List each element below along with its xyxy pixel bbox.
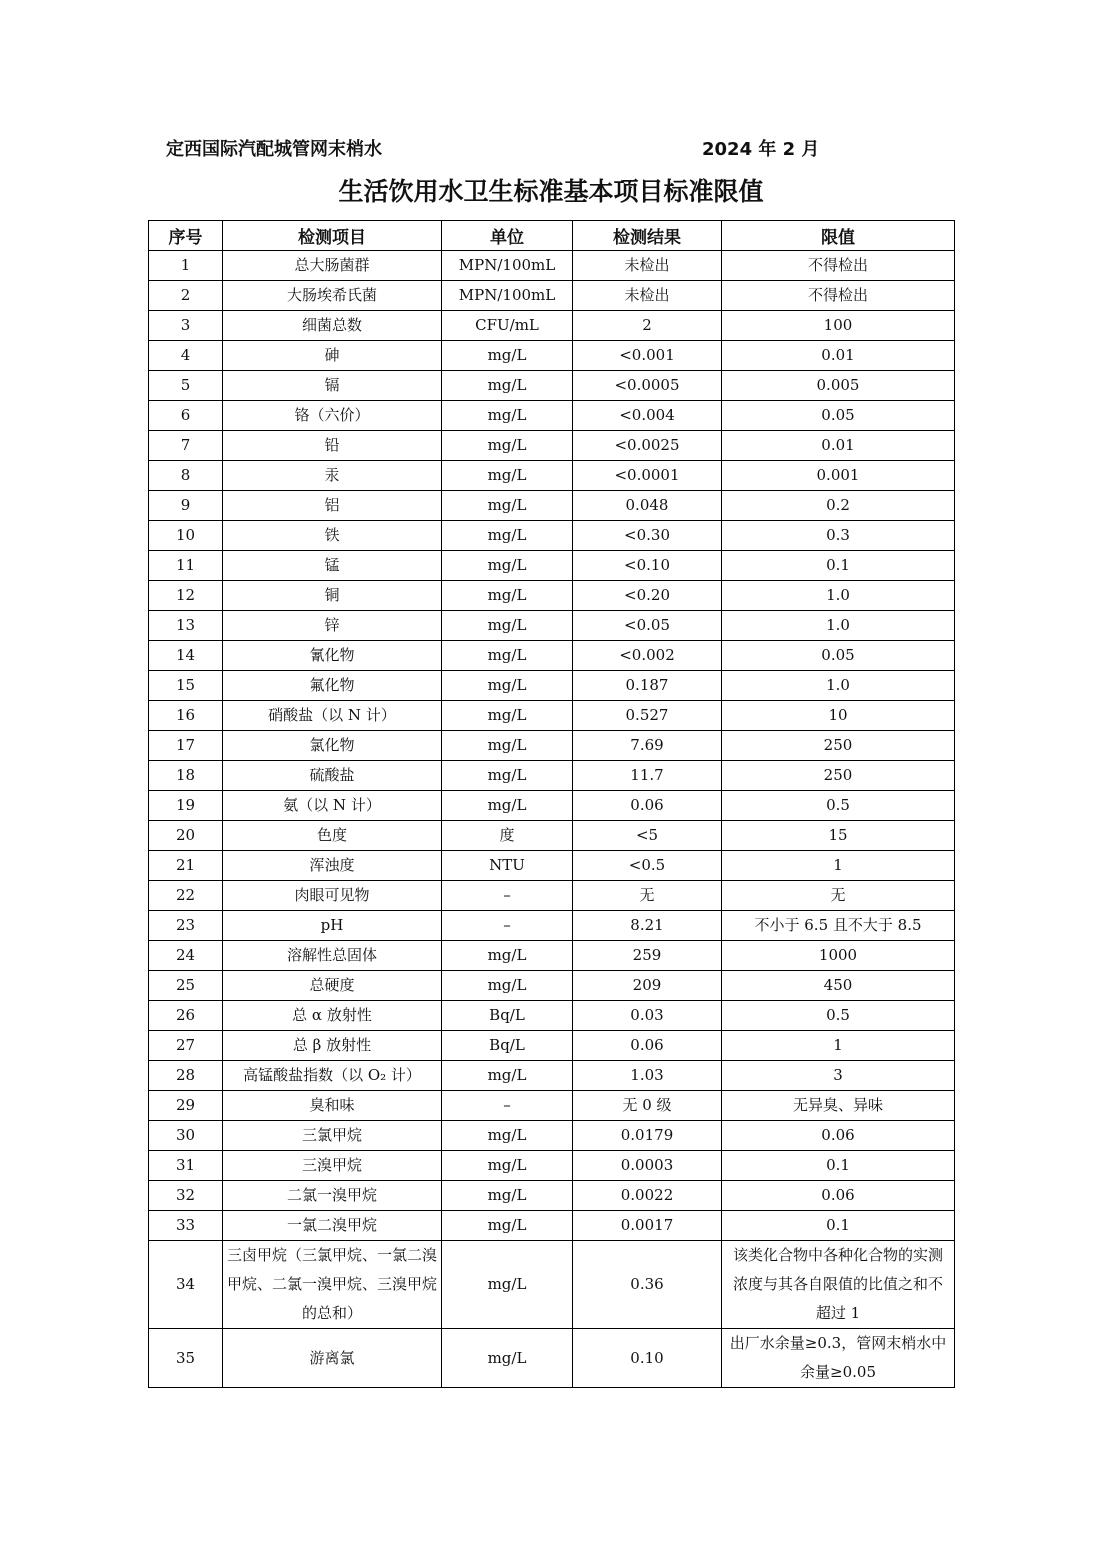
row-result: 0.36 [573, 1241, 722, 1329]
row-limit: 1 [722, 1031, 955, 1061]
table-row [149, 431, 955, 461]
row-unit: mg/L [442, 761, 573, 791]
table-row [149, 1031, 955, 1061]
row-result: 1.03 [573, 1061, 722, 1091]
row-result: 未检出 [573, 251, 722, 281]
page-title: 生活饮用水卫生标准基本项目标准限值 [338, 177, 764, 206]
row-item: 臭和味 [223, 1091, 442, 1121]
row-limit: 450 [722, 971, 955, 1001]
row-limit: 250 [722, 761, 955, 791]
row-result: <0.0005 [573, 371, 722, 401]
row-item: 总 β 放射性 [223, 1031, 442, 1061]
table-row [149, 761, 955, 791]
row-number: 7 [149, 431, 223, 461]
row-result: 0.0017 [573, 1211, 722, 1241]
row-number: 21 [149, 851, 223, 881]
row-number: 8 [149, 461, 223, 491]
row-item: 总 α 放射性 [223, 1001, 442, 1031]
row-unit: mg/L [442, 461, 573, 491]
row-item: 游离氯 [223, 1329, 442, 1388]
row-unit: mg/L [442, 1061, 573, 1091]
row-number: 34 [149, 1241, 223, 1329]
row-unit: mg/L [442, 1211, 573, 1241]
table-row [149, 971, 955, 1001]
row-result: 0.187 [573, 671, 722, 701]
column-header-result: 检测结果 [573, 221, 722, 251]
row-limit: 3 [722, 1061, 955, 1091]
row-item: 溶解性总固体 [223, 941, 442, 971]
table-header-row [149, 221, 955, 251]
row-result: <0.0001 [573, 461, 722, 491]
table-row [149, 281, 955, 311]
row-unit: – [442, 911, 573, 941]
table-row [149, 731, 955, 761]
row-unit: mg/L [442, 701, 573, 731]
row-number: 11 [149, 551, 223, 581]
row-number: 5 [149, 371, 223, 401]
row-number: 30 [149, 1121, 223, 1151]
row-item: 锌 [223, 611, 442, 641]
row-unit: mg/L [442, 971, 573, 1001]
row-item: 氨（以 N 计） [223, 791, 442, 821]
row-item: 一氯二溴甲烷 [223, 1211, 442, 1241]
row-number: 31 [149, 1151, 223, 1181]
row-unit: mg/L [442, 431, 573, 461]
standards-table [148, 220, 955, 1388]
row-limit: 不得检出 [722, 251, 955, 281]
row-limit: 0.5 [722, 1001, 955, 1031]
table-row [149, 941, 955, 971]
table-row [149, 1061, 955, 1091]
row-result: 259 [573, 941, 722, 971]
row-item: 高锰酸盐指数（以 O₂ 计） [223, 1061, 442, 1091]
row-number: 23 [149, 911, 223, 941]
row-result: 209 [573, 971, 722, 1001]
row-unit: MPN/100mL [442, 281, 573, 311]
row-unit: MPN/100mL [442, 251, 573, 281]
row-item: 三卤甲烷（三氯甲烷、一氯二溴甲烷、二氯一溴甲烷、三溴甲烷的总和） [223, 1241, 442, 1329]
row-item: 三溴甲烷 [223, 1151, 442, 1181]
row-item: 硫酸盐 [223, 761, 442, 791]
table-row [149, 701, 955, 731]
row-unit: mg/L [442, 491, 573, 521]
row-limit: 0.01 [722, 341, 955, 371]
row-number: 10 [149, 521, 223, 551]
row-item: 锰 [223, 551, 442, 581]
row-limit: 1000 [722, 941, 955, 971]
row-item: pH [223, 911, 442, 941]
row-item: 大肠埃希氏菌 [223, 281, 442, 311]
table-row [149, 851, 955, 881]
row-unit: 度 [442, 821, 573, 851]
row-number: 28 [149, 1061, 223, 1091]
row-number: 33 [149, 1211, 223, 1241]
row-result: <0.002 [573, 641, 722, 671]
row-number: 20 [149, 821, 223, 851]
row-result: 0.06 [573, 791, 722, 821]
row-unit: mg/L [442, 1151, 573, 1181]
row-unit: mg/L [442, 1241, 573, 1329]
table-row [149, 311, 955, 341]
row-number: 24 [149, 941, 223, 971]
row-result: <0.10 [573, 551, 722, 581]
table-row [149, 1121, 955, 1151]
row-result: <5 [573, 821, 722, 851]
row-unit: Bq/L [442, 1031, 573, 1061]
row-number: 14 [149, 641, 223, 671]
row-limit: 0.06 [722, 1181, 955, 1211]
row-result: 0.048 [573, 491, 722, 521]
row-number: 3 [149, 311, 223, 341]
table-row [149, 1329, 955, 1388]
row-number: 26 [149, 1001, 223, 1031]
row-item: 汞 [223, 461, 442, 491]
row-limit: 出厂水余量≥0.3，管网末梢水中余量≥0.05 [722, 1329, 955, 1388]
table-row [149, 1091, 955, 1121]
row-limit: 100 [722, 311, 955, 341]
column-header-item: 检测项目 [223, 221, 442, 251]
row-item: 铜 [223, 581, 442, 611]
row-result: 未检出 [573, 281, 722, 311]
row-number: 4 [149, 341, 223, 371]
row-unit: mg/L [442, 341, 573, 371]
row-item: 硝酸盐（以 N 计） [223, 701, 442, 731]
row-number: 32 [149, 1181, 223, 1211]
row-result: <0.20 [573, 581, 722, 611]
row-number: 17 [149, 731, 223, 761]
table-row [149, 791, 955, 821]
row-item: 铝 [223, 491, 442, 521]
table-row [149, 1001, 955, 1031]
row-item: 色度 [223, 821, 442, 851]
row-limit: 0.5 [722, 791, 955, 821]
row-item: 浑浊度 [223, 851, 442, 881]
table-row [149, 371, 955, 401]
row-result: <0.30 [573, 521, 722, 551]
row-limit: 0.1 [722, 551, 955, 581]
row-unit: mg/L [442, 1121, 573, 1151]
column-header-unit: 单位 [442, 221, 573, 251]
row-number: 16 [149, 701, 223, 731]
row-result: <0.05 [573, 611, 722, 641]
row-result: 0.0003 [573, 1151, 722, 1181]
row-item: 砷 [223, 341, 442, 371]
row-unit: mg/L [442, 611, 573, 641]
row-unit: mg/L [442, 731, 573, 761]
row-limit: 0.01 [722, 431, 955, 461]
row-result: 7.69 [573, 731, 722, 761]
table-row [149, 1181, 955, 1211]
table-row [149, 911, 955, 941]
row-item: 铁 [223, 521, 442, 551]
table-body [149, 251, 955, 1388]
row-number: 1 [149, 251, 223, 281]
row-item: 氯化物 [223, 731, 442, 761]
row-limit: 0.06 [722, 1121, 955, 1151]
table-row [149, 821, 955, 851]
row-number: 19 [149, 791, 223, 821]
header-location: 定西国际汽配城管网末梢水 [166, 139, 382, 160]
row-item: 氰化物 [223, 641, 442, 671]
row-unit: – [442, 881, 573, 911]
row-limit: 1.0 [722, 581, 955, 611]
row-limit: 0.005 [722, 371, 955, 401]
row-result: 0.527 [573, 701, 722, 731]
row-number: 18 [149, 761, 223, 791]
row-limit: 1.0 [722, 671, 955, 701]
row-unit: mg/L [442, 941, 573, 971]
table-row [149, 1211, 955, 1241]
row-limit: 1 [722, 851, 955, 881]
row-unit: mg/L [442, 641, 573, 671]
row-limit: 无 [722, 881, 955, 911]
row-result: 无 [573, 881, 722, 911]
row-number: 25 [149, 971, 223, 1001]
row-result: 0.03 [573, 1001, 722, 1031]
row-limit: 不得检出 [722, 281, 955, 311]
row-item: 总大肠菌群 [223, 251, 442, 281]
row-number: 35 [149, 1329, 223, 1388]
row-result: 8.21 [573, 911, 722, 941]
column-header-limit: 限值 [722, 221, 955, 251]
table-row [149, 671, 955, 701]
row-item: 总硬度 [223, 971, 442, 1001]
row-limit: 1.0 [722, 611, 955, 641]
row-limit: 0.05 [722, 401, 955, 431]
row-result: 0.0179 [573, 1121, 722, 1151]
row-item: 镉 [223, 371, 442, 401]
row-unit: mg/L [442, 581, 573, 611]
row-item: 二氯一溴甲烷 [223, 1181, 442, 1211]
row-number: 22 [149, 881, 223, 911]
row-unit: NTU [442, 851, 573, 881]
table-row [149, 491, 955, 521]
row-result: <0.0025 [573, 431, 722, 461]
row-number: 27 [149, 1031, 223, 1061]
row-result: 0.10 [573, 1329, 722, 1388]
row-limit: 15 [722, 821, 955, 851]
row-number: 2 [149, 281, 223, 311]
row-limit: 不小于 6.5 且不大于 8.5 [722, 911, 955, 941]
row-result: 无 0 级 [573, 1091, 722, 1121]
row-number: 9 [149, 491, 223, 521]
table-row [149, 1151, 955, 1181]
row-unit: Bq/L [442, 1001, 573, 1031]
row-unit: mg/L [442, 551, 573, 581]
row-item: 细菌总数 [223, 311, 442, 341]
table-row [149, 461, 955, 491]
row-result: 2 [573, 311, 722, 341]
table-row [149, 551, 955, 581]
row-number: 6 [149, 401, 223, 431]
row-limit: 无异臭、异味 [722, 1091, 955, 1121]
row-result: 0.06 [573, 1031, 722, 1061]
table-row [149, 401, 955, 431]
row-unit: – [442, 1091, 573, 1121]
row-unit: mg/L [442, 521, 573, 551]
row-limit: 0.05 [722, 641, 955, 671]
table-row [149, 251, 955, 281]
table-row [149, 641, 955, 671]
row-limit: 0.2 [722, 491, 955, 521]
table-row [149, 521, 955, 551]
header-date: 2024 年 2 月 [702, 139, 820, 160]
row-result: 11.7 [573, 761, 722, 791]
table-row [149, 1241, 955, 1329]
row-limit: 250 [722, 731, 955, 761]
row-number: 13 [149, 611, 223, 641]
row-limit: 0.3 [722, 521, 955, 551]
column-header-no: 序号 [149, 221, 223, 251]
row-number: 15 [149, 671, 223, 701]
row-limit: 该类化合物中各种化合物的实测浓度与其各自限值的比值之和不超过 1 [722, 1241, 955, 1329]
row-item: 氟化物 [223, 671, 442, 701]
row-item: 铅 [223, 431, 442, 461]
row-unit: mg/L [442, 791, 573, 821]
row-limit: 0.1 [722, 1211, 955, 1241]
row-item: 肉眼可见物 [223, 881, 442, 911]
row-result: 0.0022 [573, 1181, 722, 1211]
row-item: 铬（六价） [223, 401, 442, 431]
row-unit: mg/L [442, 671, 573, 701]
table-row [149, 611, 955, 641]
row-limit: 0.001 [722, 461, 955, 491]
row-number: 29 [149, 1091, 223, 1121]
table-row [149, 341, 955, 371]
row-result: <0.5 [573, 851, 722, 881]
row-unit: mg/L [442, 1329, 573, 1388]
row-unit: CFU/mL [442, 311, 573, 341]
row-limit: 0.1 [722, 1151, 955, 1181]
table-row [149, 881, 955, 911]
row-number: 12 [149, 581, 223, 611]
row-unit: mg/L [442, 401, 573, 431]
row-result: <0.004 [573, 401, 722, 431]
row-unit: mg/L [442, 371, 573, 401]
row-limit: 10 [722, 701, 955, 731]
table-row [149, 581, 955, 611]
row-result: <0.001 [573, 341, 722, 371]
row-unit: mg/L [442, 1181, 573, 1211]
row-item: 三氯甲烷 [223, 1121, 442, 1151]
